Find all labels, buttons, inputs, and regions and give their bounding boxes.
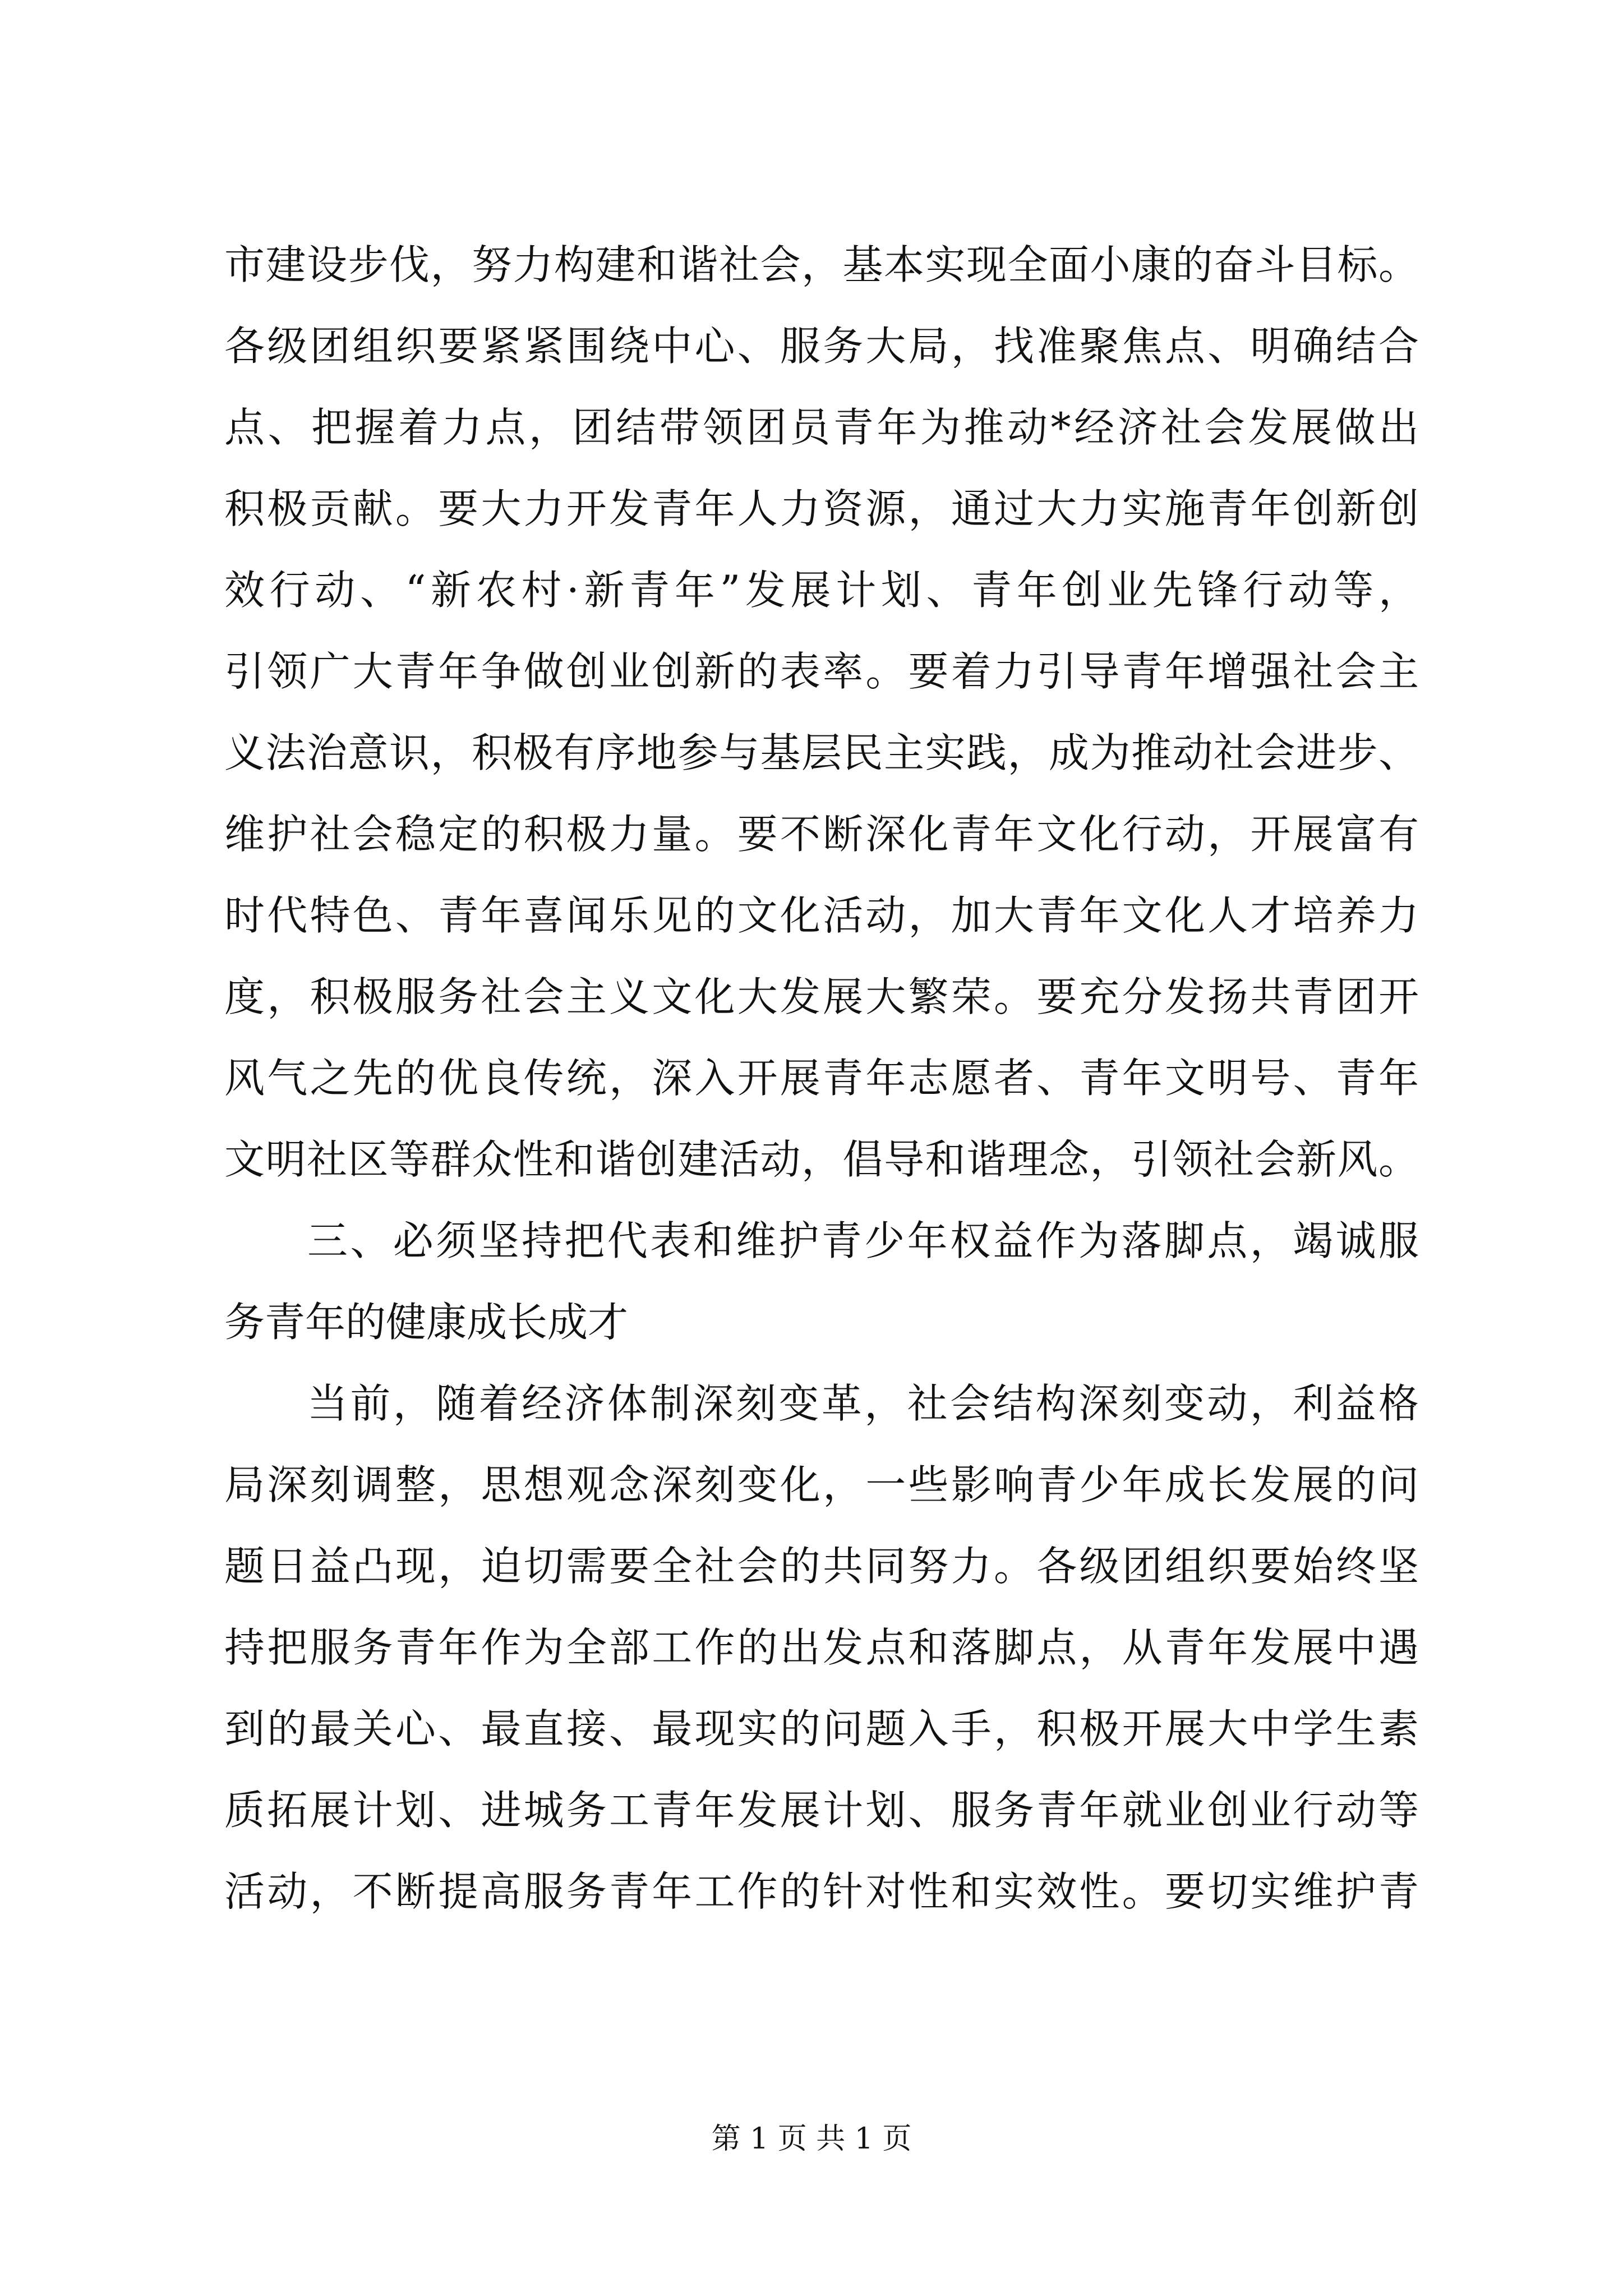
body-line: 三、必须坚持把代表和维护青少年权益作为落脚点，竭诚服 (307, 1217, 1419, 1264)
body-line: 文明社区等群众性和谐创建活动，倡导和谐理念，引领社会新风。 (224, 1136, 1419, 1183)
body-line: 各级团组织要紧紧围绕中心、服务大局，找准聚焦点、明确结合 (224, 323, 1419, 370)
body-line: 市建设步伐，努力构建和谐社会，基本实现全面小康的奋斗目标。 (224, 241, 1419, 288)
body-line: 度，积极服务社会主义文化大发展大繁荣。要充分发扬共青团开 (224, 973, 1419, 1020)
body-line: 点、把握着力点，团结带领团员青年为推动*经济社会发展做出 (224, 404, 1419, 451)
document-body (224, 224, 1419, 1932)
page-footer: 第 1 页 共 1 页 (711, 2122, 912, 2156)
body-line: 时代特色、青年喜闻乐见的文化活动，加大青年文化人才培养力 (224, 892, 1419, 939)
body-line: 维护社会稳定的积极力量。要不断深化青年文化行动，开展富有 (224, 811, 1419, 858)
body-line: 义法治意识，积极有序地参与基层民主实践，成为推动社会进步、 (224, 729, 1419, 776)
body-line: 活动，不断提高服务青年工作的针对性和实效性。要切实维护青 (224, 1868, 1419, 1915)
body-line: 局深刻调整，思想观念深刻变化，一些影响青少年成长发展的问 (224, 1461, 1419, 1508)
body-line: 务青年的健康成长成才 (224, 1299, 629, 1346)
body-line: 当前，随着经济体制深刻变革，社会结构深刻变动，利益格 (307, 1380, 1419, 1427)
body-line: 题日益凸现，迫切需要全社会的共同努力。各级团组织要始终坚 (224, 1543, 1419, 1590)
body-line: 引领广大青年争做创业创新的表率。要着力引导青年增强社会主 (224, 648, 1419, 695)
body-line: 风气之先的优良传统，深入开展青年志愿者、青年文明号、青年 (224, 1055, 1419, 1102)
body-line: 持把服务青年作为全部工作的出发点和落脚点，从青年发展中遇 (224, 1624, 1419, 1671)
body-line: 效行动、“新农村·新青年”发展计划、青年创业先锋行动等， (224, 567, 1419, 614)
body-line: 质拓展计划、进城务工青年发展计划、服务青年就业创业行动等 (224, 1787, 1419, 1834)
body-line: 积极贡献。要大力开发青年人力资源，通过大力实施青年创新创 (224, 485, 1419, 532)
body-line: 到的最关心、最直接、最现实的问题入手，积极开展大中学生素 (224, 1705, 1419, 1752)
